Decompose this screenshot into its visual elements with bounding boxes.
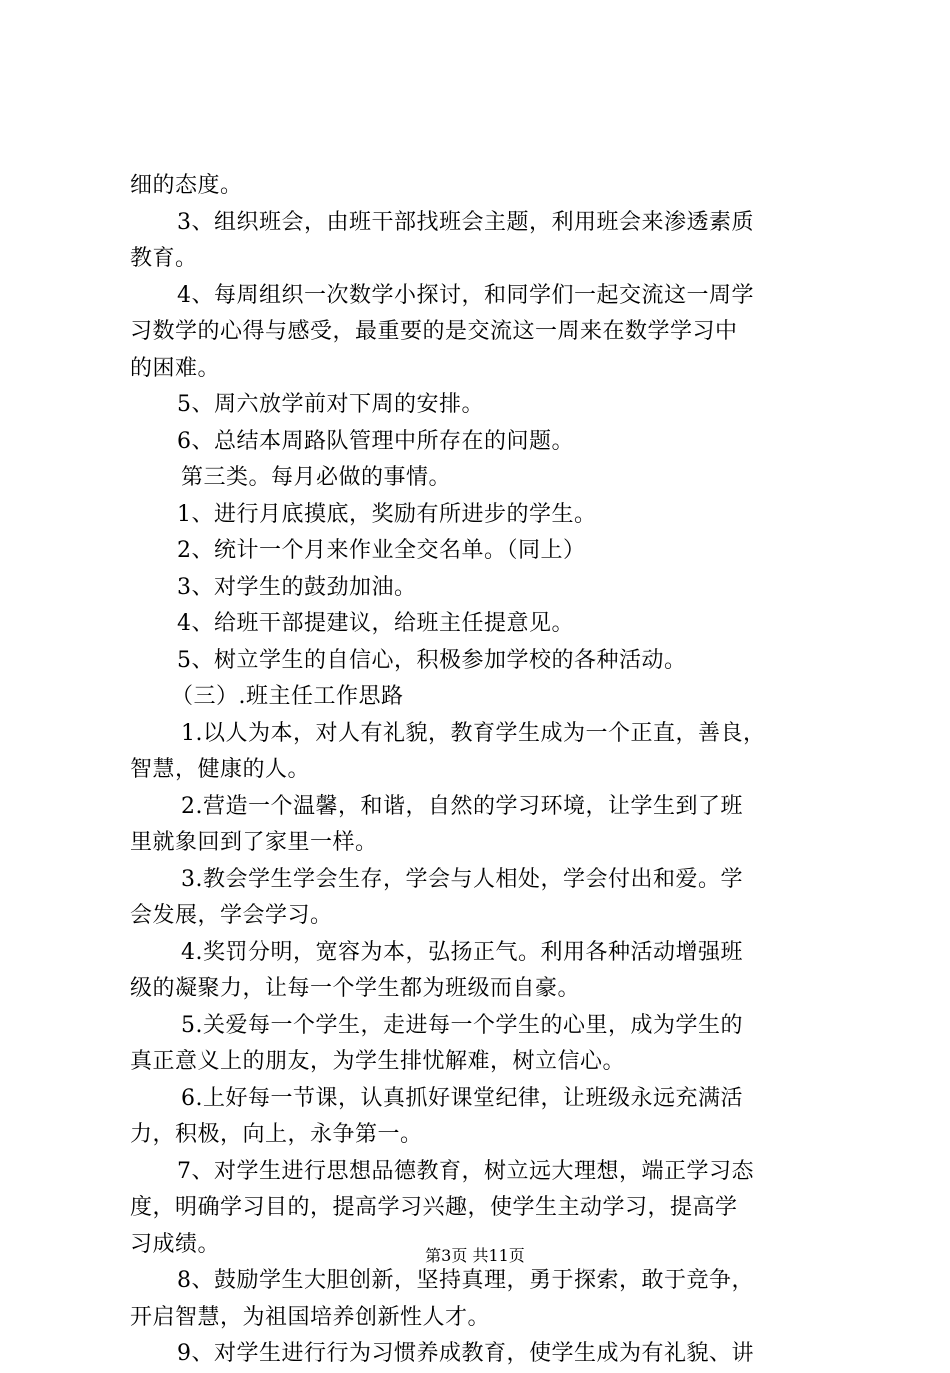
text-line: 8、鼓励学生大胆创新，坚持真理，勇于探索，敢于竞争， [177,1268,754,1293]
text-line: 6、总结本周路队管理中所存在的问题。 [177,428,574,454]
text-line: 3、组织班会，由班干部找班会主题，利用班会来渗透素质 [177,209,754,235]
text-line: 教育。 [130,246,198,271]
text-line: 习数学的心得与感受，最重要的是交流这一周来在数学学习中 [130,319,738,344]
text-line: 4.奖罚分明，宽容为本，弘扬正气。利用各种活动增强班 [181,939,743,965]
text-line: 7、对学生进行思想品德教育，树立远大理想，端正学习态 [177,1158,754,1184]
text-line: 9、对学生进行行为习惯养成教育，使学生成为有礼貌、讲 [177,1341,754,1366]
text-line: 4、每周组织一次数学小探讨，和同学们一起交流这一周学 [177,282,754,308]
page-footer [0,1246,950,1266]
text-line: 6.上好每一节课，认真抓好课堂纪律，让班级永远充满活 [181,1085,743,1111]
text-line: 4、给班干部提建议，给班主任提意见。 [177,611,574,636]
text-line: 5.关爱每一个学生，走进每一个学生的心里，成为学生的 [181,1012,743,1038]
text-line: 会发展，学会学习。 [130,903,333,928]
text-line: 细的态度。 [130,173,243,198]
text-line: 1.以人为本，对人有礼貌，教育学生成为一个正直，善良， [181,720,766,746]
text-line: 度，明确学习目的，提高学习兴趣，使学生主动学习，提高学 [130,1195,738,1220]
section-heading: 第三类。每月必做的事情。 [181,465,452,490]
text-line: 5、树立学生的自信心，积极参加学校的各种活动。 [177,647,687,673]
text-line: 3、对学生的鼓劲加油。 [177,574,417,600]
page-number: 第3页 共11页 [425,1246,525,1265]
text-line: 3.教会学生学会生存，学会与人相处，学会付出和爱。学 [181,866,743,892]
text-line: 开启智慧，为祖国培养创新性人才。 [130,1304,491,1330]
text-line: 的困难。 [130,355,221,381]
text-line: 力，积极，向上，永争第一。 [130,1122,423,1147]
text-line: 2、统计一个月来作业全交名单。（同上） [177,538,586,563]
text-line: 里就象回到了家里一样。 [130,830,378,855]
section-heading: （三）.班主任工作思路 [171,684,404,709]
text-line: 2.营造一个温馨，和谐，自然的学习环境，让学生到了班 [181,793,743,819]
text-line: 5、周六放学前对下周的安排。 [177,392,484,417]
text-line: 1、进行月底摸底，奖励有所进步的学生。 [177,501,597,527]
document-body [130,168,830,1373]
text-line: 智慧，健康的人。 [130,757,311,782]
text-line: 习成绩。 [130,1231,221,1257]
text-line: 级的凝聚力，让每一个学生都为班级而自豪。 [130,976,581,1001]
text-line: 真正意义上的朋友，为学生排忧解难，树立信心。 [130,1049,626,1074]
